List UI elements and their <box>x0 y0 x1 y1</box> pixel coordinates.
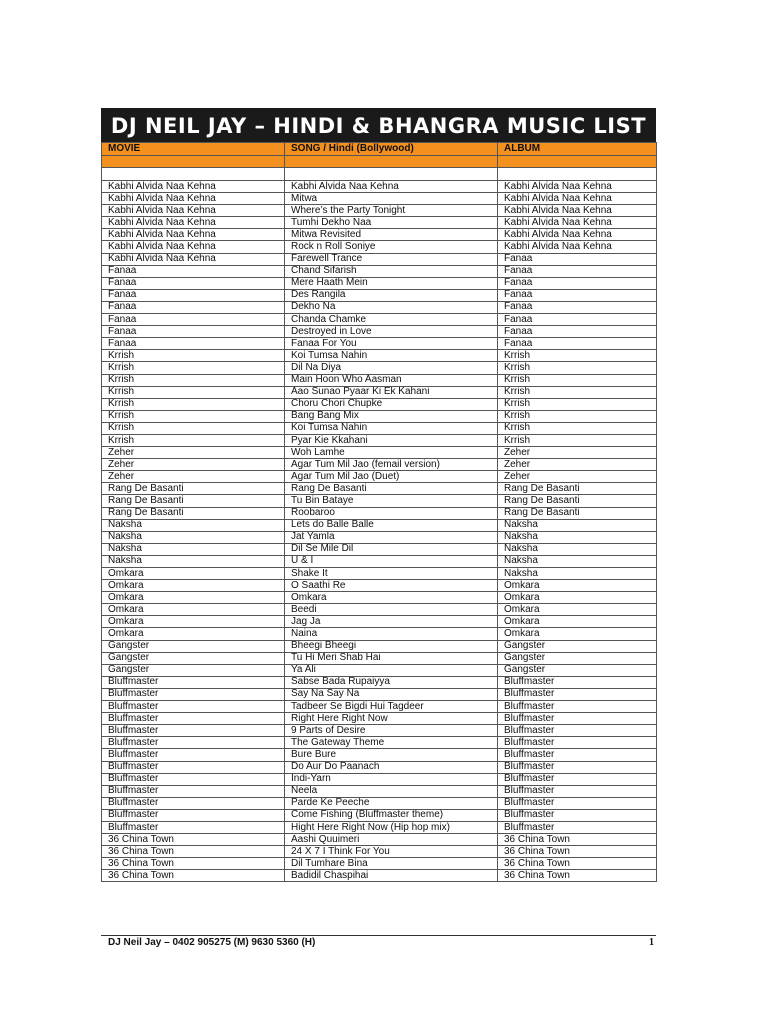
movie-cell: Naksha <box>102 555 285 567</box>
movie-cell: Gangster <box>102 652 285 664</box>
album-cell: Bluffmaster <box>498 725 657 737</box>
album-cell: 36 China Town <box>498 870 657 882</box>
album-cell: Rang De Basanti <box>498 495 657 507</box>
album-cell: Naksha <box>498 555 657 567</box>
table-row <box>102 604 657 616</box>
table-row <box>102 543 657 555</box>
album-cell: Omkara <box>498 592 657 604</box>
album-cell: Zeher <box>498 471 657 483</box>
movie-cell: Omkara <box>102 580 285 592</box>
song-cell: Bang Bang Mix <box>285 410 498 422</box>
song-cell: Dil Na Diya <box>285 362 498 374</box>
table-row <box>102 301 657 313</box>
album-cell: Kabhi Alvida Naa Kehna <box>498 193 657 205</box>
movie-cell: Kabhi Alvida Naa Kehna <box>102 181 285 193</box>
column-header-movie: MOVIE <box>102 143 285 156</box>
album-cell: Omkara <box>498 580 657 592</box>
song-cell: Kabhi Alvida Naa Kehna <box>285 181 498 193</box>
album-cell: Fanaa <box>498 277 657 289</box>
song-cell: Chand Sifarish <box>285 265 498 277</box>
movie-cell: Naksha <box>102 531 285 543</box>
album-cell: Kabhi Alvida Naa Kehna <box>498 181 657 193</box>
table-row <box>102 289 657 301</box>
album-cell: Naksha <box>498 568 657 580</box>
album-cell: Bluffmaster <box>498 713 657 725</box>
song-cell: Shake It <box>285 568 498 580</box>
movie-cell: Bluffmaster <box>102 773 285 785</box>
table-row <box>102 410 657 422</box>
table-row <box>102 386 657 398</box>
album-cell: Bluffmaster <box>498 785 657 797</box>
movie-cell: Naksha <box>102 519 285 531</box>
album-cell: Zeher <box>498 447 657 459</box>
table-row <box>102 531 657 543</box>
movie-cell: Omkara <box>102 616 285 628</box>
table-row <box>102 434 657 446</box>
table-row <box>102 834 657 846</box>
song-cell: Come Fishing (Bluffmaster theme) <box>285 809 498 821</box>
album-cell: Fanaa <box>498 314 657 326</box>
table-row <box>102 314 657 326</box>
movie-cell: Gangster <box>102 640 285 652</box>
song-cell: 9 Parts of Desire <box>285 725 498 737</box>
column-header-song: SONG / Hindi (Bollywood) <box>285 143 498 156</box>
album-cell: Krrish <box>498 422 657 434</box>
table-row <box>102 749 657 761</box>
album-cell: Fanaa <box>498 338 657 350</box>
movie-cell: Fanaa <box>102 326 285 338</box>
header-spacer-row <box>102 155 657 168</box>
movie-cell: Krrish <box>102 398 285 410</box>
album-cell: Krrish <box>498 398 657 410</box>
column-header-album: ALBUM <box>498 143 657 156</box>
song-cell: Omkara <box>285 592 498 604</box>
footer-divider <box>101 935 656 936</box>
album-cell: Krrish <box>498 374 657 386</box>
song-cell: Agar Tum Mil Jao (femail version) <box>285 459 498 471</box>
album-cell: Kabhi Alvida Naa Kehna <box>498 217 657 229</box>
album-cell: Bluffmaster <box>498 701 657 713</box>
album-cell: Krrish <box>498 350 657 362</box>
table-row <box>102 592 657 604</box>
movie-cell: Bluffmaster <box>102 676 285 688</box>
song-cell: Aao Sunao Pyaar Ki Ek Kahani <box>285 386 498 398</box>
table-row <box>102 193 657 205</box>
movie-cell: Bluffmaster <box>102 785 285 797</box>
song-cell: Dil Se Mile Dil <box>285 543 498 555</box>
album-cell: 36 China Town <box>498 846 657 858</box>
song-cell: Beedi <box>285 604 498 616</box>
movie-cell: Bluffmaster <box>102 725 285 737</box>
table-row <box>102 374 657 386</box>
song-cell: Naina <box>285 628 498 640</box>
table-row <box>102 568 657 580</box>
album-cell: Bluffmaster <box>498 737 657 749</box>
table-row <box>102 628 657 640</box>
album-cell: Fanaa <box>498 253 657 265</box>
footer-contact: DJ Neil Jay – 0402 905275 (M) 9630 5360 (H) <box>108 937 316 948</box>
song-cell: Chanda Chamke <box>285 314 498 326</box>
album-cell: Naksha <box>498 519 657 531</box>
empty-row <box>102 168 657 181</box>
table-row <box>102 362 657 374</box>
movie-cell: Rang De Basanti <box>102 495 285 507</box>
song-cell: Jag Ja <box>285 616 498 628</box>
song-cell: The Gateway Theme <box>285 737 498 749</box>
table-row <box>102 217 657 229</box>
table-row <box>102 519 657 531</box>
song-cell: Mere Haath Mein <box>285 277 498 289</box>
table-row <box>102 253 657 265</box>
album-cell: Omkara <box>498 604 657 616</box>
album-cell: Omkara <box>498 616 657 628</box>
table-row <box>102 725 657 737</box>
movie-cell: Fanaa <box>102 301 285 313</box>
movie-cell: Bluffmaster <box>102 797 285 809</box>
movie-cell: Fanaa <box>102 289 285 301</box>
album-cell: Bluffmaster <box>498 676 657 688</box>
movie-cell: Krrish <box>102 350 285 362</box>
album-cell: Naksha <box>498 543 657 555</box>
album-cell: Rang De Basanti <box>498 483 657 495</box>
table-row <box>102 640 657 652</box>
music-list-sheet <box>101 108 656 882</box>
song-cell: Dekho Na <box>285 301 498 313</box>
movie-cell: Bluffmaster <box>102 713 285 725</box>
album-cell: Kabhi Alvida Naa Kehna <box>498 205 657 217</box>
song-cell: Koi Tumsa Nahin <box>285 350 498 362</box>
album-cell: Gangster <box>498 664 657 676</box>
movie-cell: Bluffmaster <box>102 737 285 749</box>
table-row <box>102 858 657 870</box>
movie-cell: Kabhi Alvida Naa Kehna <box>102 205 285 217</box>
movie-cell: Fanaa <box>102 338 285 350</box>
song-cell: U & I <box>285 555 498 567</box>
table-row <box>102 205 657 217</box>
table-row <box>102 713 657 725</box>
song-cell: Do Aur Do Paanach <box>285 761 498 773</box>
table-row <box>102 459 657 471</box>
movie-cell: Omkara <box>102 604 285 616</box>
song-cell: Roobaroo <box>285 507 498 519</box>
album-cell: Bluffmaster <box>498 821 657 833</box>
movie-cell: 36 China Town <box>102 834 285 846</box>
table-row <box>102 821 657 833</box>
song-cell: Tu Bin Bataye <box>285 495 498 507</box>
table-row <box>102 652 657 664</box>
song-cell: Badidil Chaspihai <box>285 870 498 882</box>
table-row <box>102 338 657 350</box>
movie-cell: Naksha <box>102 543 285 555</box>
table-row <box>102 664 657 676</box>
song-cell: Aashi Quuimeri <box>285 834 498 846</box>
song-cell: Bure Bure <box>285 749 498 761</box>
album-cell: Bluffmaster <box>498 809 657 821</box>
song-cell: Bheegi Bheegi <box>285 640 498 652</box>
album-cell: 36 China Town <box>498 834 657 846</box>
movie-cell: Kabhi Alvida Naa Kehna <box>102 217 285 229</box>
song-cell: Koi Tumsa Nahin <box>285 422 498 434</box>
table-row <box>102 471 657 483</box>
movie-cell: Kabhi Alvida Naa Kehna <box>102 241 285 253</box>
album-cell: 36 China Town <box>498 858 657 870</box>
movie-cell: Gangster <box>102 664 285 676</box>
movie-cell: Bluffmaster <box>102 809 285 821</box>
song-cell: Fanaa For You <box>285 338 498 350</box>
song-cell: Parde Ke Peeche <box>285 797 498 809</box>
song-cell: O Saathi Re <box>285 580 498 592</box>
movie-cell: Krrish <box>102 386 285 398</box>
table-row <box>102 507 657 519</box>
table-row <box>102 555 657 567</box>
song-cell: Hight Here Right Now (Hip hop mix) <box>285 821 498 833</box>
album-cell: Krrish <box>498 434 657 446</box>
movie-cell: Fanaa <box>102 265 285 277</box>
song-cell: Rock n Roll Soniye <box>285 241 498 253</box>
table-row <box>102 870 657 882</box>
table-row <box>102 350 657 362</box>
song-cell: Lets do Balle Balle <box>285 519 498 531</box>
album-cell: Fanaa <box>498 265 657 277</box>
table-row <box>102 737 657 749</box>
song-cell: Mitwa Revisited <box>285 229 498 241</box>
album-cell: Fanaa <box>498 301 657 313</box>
album-cell: Fanaa <box>498 326 657 338</box>
album-cell: Gangster <box>498 652 657 664</box>
table-row <box>102 773 657 785</box>
song-cell: Dil Tumhare Bina <box>285 858 498 870</box>
table-row <box>102 676 657 688</box>
table-row <box>102 483 657 495</box>
album-cell: Krrish <box>498 362 657 374</box>
song-cell: Say Na Say Na <box>285 688 498 700</box>
song-cell: Agar Tum Mil Jao (Duet) <box>285 471 498 483</box>
table-row <box>102 580 657 592</box>
album-cell: Bluffmaster <box>498 797 657 809</box>
album-cell: Rang De Basanti <box>498 507 657 519</box>
song-cell: Mitwa <box>285 193 498 205</box>
song-cell: Main Hoon Who Aasman <box>285 374 498 386</box>
song-cell: Rang De Basanti <box>285 483 498 495</box>
song-cell: 24 X 7 I Think For You <box>285 846 498 858</box>
album-cell: Bluffmaster <box>498 688 657 700</box>
album-cell: Naksha <box>498 531 657 543</box>
movie-cell: 36 China Town <box>102 858 285 870</box>
movie-cell: 36 China Town <box>102 846 285 858</box>
table-row <box>102 229 657 241</box>
document-title: DJ NEIL JAY – HINDI & BHANGRA MUSIC LIST <box>101 108 656 142</box>
album-cell: Bluffmaster <box>498 773 657 785</box>
table-row <box>102 616 657 628</box>
movie-cell: Rang De Basanti <box>102 507 285 519</box>
movie-cell: Bluffmaster <box>102 749 285 761</box>
song-cell: Farewell Trance <box>285 253 498 265</box>
movie-cell: 36 China Town <box>102 870 285 882</box>
movie-cell: Kabhi Alvida Naa Kehna <box>102 229 285 241</box>
song-cell: Jat Yamla <box>285 531 498 543</box>
movie-cell: Fanaa <box>102 277 285 289</box>
movie-cell: Zeher <box>102 459 285 471</box>
table-row <box>102 846 657 858</box>
table-row <box>102 277 657 289</box>
movie-cell: Bluffmaster <box>102 701 285 713</box>
movie-cell: Zeher <box>102 471 285 483</box>
album-cell: Bluffmaster <box>498 761 657 773</box>
song-cell: Woh Lamhe <box>285 447 498 459</box>
movie-cell: Omkara <box>102 568 285 580</box>
song-cell: Where’s the Party Tonight <box>285 205 498 217</box>
music-table <box>101 142 657 882</box>
movie-cell: Krrish <box>102 410 285 422</box>
movie-cell: Rang De Basanti <box>102 483 285 495</box>
movie-cell: Kabhi Alvida Naa Kehna <box>102 193 285 205</box>
table-row <box>102 688 657 700</box>
table-row <box>102 326 657 338</box>
song-cell: Destroyed in Love <box>285 326 498 338</box>
song-cell: Tumhi Dekho Naa <box>285 217 498 229</box>
album-cell: Kabhi Alvida Naa Kehna <box>498 229 657 241</box>
table-row <box>102 398 657 410</box>
table-row <box>102 265 657 277</box>
album-cell: Zeher <box>498 459 657 471</box>
table-row <box>102 422 657 434</box>
song-cell: Choru Chori Chupke <box>285 398 498 410</box>
table-row <box>102 785 657 797</box>
movie-cell: Bluffmaster <box>102 761 285 773</box>
song-cell: Sabse Bada Rupaiyya <box>285 676 498 688</box>
movie-cell: Omkara <box>102 628 285 640</box>
album-cell: Krrish <box>498 410 657 422</box>
movie-cell: Kabhi Alvida Naa Kehna <box>102 253 285 265</box>
movie-cell: Fanaa <box>102 314 285 326</box>
album-cell: Fanaa <box>498 289 657 301</box>
movie-cell: Krrish <box>102 434 285 446</box>
movie-cell: Krrish <box>102 362 285 374</box>
movie-cell: Krrish <box>102 374 285 386</box>
song-cell: Indi-Yarn <box>285 773 498 785</box>
song-cell: Neela <box>285 785 498 797</box>
album-cell: Gangster <box>498 640 657 652</box>
page-number: 1 <box>649 937 654 948</box>
song-cell: Ya Ali <box>285 664 498 676</box>
movie-cell: Omkara <box>102 592 285 604</box>
movie-cell: Zeher <box>102 447 285 459</box>
song-cell: Tadbeer Se Bigdi Hui Tagdeer <box>285 701 498 713</box>
movie-cell: Krrish <box>102 422 285 434</box>
table-row <box>102 495 657 507</box>
album-cell: Krrish <box>498 386 657 398</box>
song-cell: Right Here Right Now <box>285 713 498 725</box>
album-cell: Bluffmaster <box>498 749 657 761</box>
table-row <box>102 761 657 773</box>
table-row <box>102 797 657 809</box>
song-cell: Des Rangila <box>285 289 498 301</box>
movie-cell: Bluffmaster <box>102 688 285 700</box>
movie-cell: Bluffmaster <box>102 821 285 833</box>
table-row <box>102 181 657 193</box>
table-row <box>102 241 657 253</box>
album-cell: Kabhi Alvida Naa Kehna <box>498 241 657 253</box>
table-row <box>102 809 657 821</box>
table-header-row <box>102 143 657 156</box>
album-cell: Omkara <box>498 628 657 640</box>
song-cell: Tu Hi Meri Shab Hai <box>285 652 498 664</box>
song-cell: Pyar Kie Kkahani <box>285 434 498 446</box>
table-row <box>102 701 657 713</box>
table-row <box>102 447 657 459</box>
